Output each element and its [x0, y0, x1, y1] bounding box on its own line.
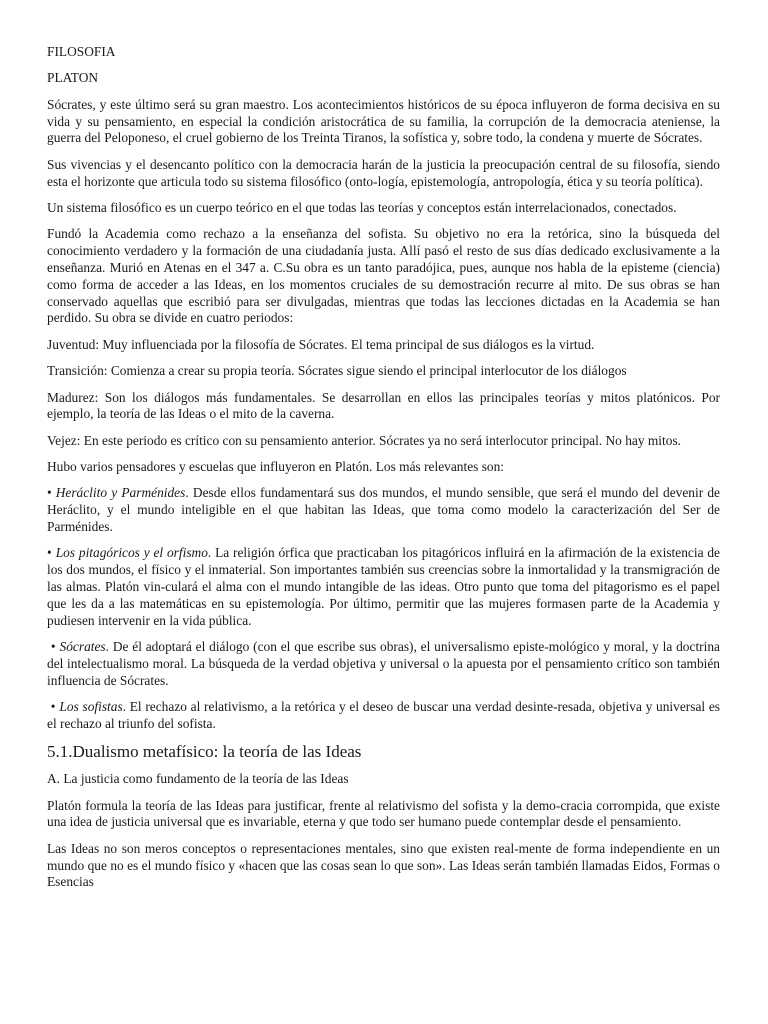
influence-name: Sócrates [59, 639, 106, 655]
influence-item-heraclitus-parmenides [47, 485, 720, 535]
influence-text: . La religión órfica que practicaban los pitagóricos influirá en la afirmación de la existencia de los dos mundos, el físico y el inmaterial. Son importantes también sus creencias sobre la inmortalidad y la transmigración de las almas. Platón vin-culará el alma con el mundo intangible de las ideas. Otro punto que toma del pitagorismo es el papel que les da a las matemáticas en su epistemología. Por último, permitir que las mujeres formasen parte de la Academia y pudiesen intervenir en la vida pública. [47, 545, 720, 628]
subsection-heading: A. La justicia como fundamento de la teoría de las Ideas [47, 771, 349, 787]
influence-name: Heráclito y Parménides [55, 485, 186, 501]
influence-text: . Desde ellos fundamentará sus dos mundos, el mundo sensible, que será el mundo del devenir de Heráclito, y el mundo inteligible en el que habitan las Ideas, que toma como modelo la caracterización del Ser de Parménides. [47, 485, 720, 535]
influence-text: . De él adoptará el diálogo (con el que escribe sus obras), el universalismo episte-mológico y moral, y la doctrina del intelectualismo moral. La búsqueda de la verdad objetiva y universal o la apuesta por el pensamiento crítico son también influencia de Sócrates. [47, 639, 720, 688]
paragraph: Sócrates, y este último será su gran maestro. Los acontecimientos históricos de su época influyeron de forma decisiva en su vida y su pensamiento, en especial la condición aristocrática de su familia, la corrupción de la democracia ateniense, la guerra del Peloponeso, el cruel gobierno de los Treinta Tiranos, la sofística y, sobre todo, la condena y muerte de Sócrates. [47, 96, 720, 146]
influence-name: Los pitagóricos y el orfismo [55, 545, 208, 561]
paragraph-period-transition: Transición: Comienza a crear su propia teoría. Sócrates sigue siendo el principal interlocutor de los diálogos [47, 363, 627, 379]
influence-item-socrates [47, 639, 720, 689]
document-page [47, 44, 720, 901]
document-title: FILOSOFIA [47, 44, 116, 59]
bullet: • [47, 485, 52, 501]
paragraph: Sus vivencias y el desencanto político con la democracia harán de la justicia la preocupación central de su filosofía, siendo esta el horizonte que articula todo su sistema filosófico (onto-logía, epistemología, antropología, ética y su teoría política). [47, 156, 720, 189]
paragraph: Fundó la Academia como rechazo a la enseñanza del sofista. Su objetivo no era la retórica, sino la búsqueda del conocimiento verdadero y la formación de una ciudadanía justa. Allí pasó el resto de sus días dedicado exclusivamente a la enseñanza. Murió en Atenas en el 347 a. C.Su obra es un tanto paradójica, pues, aunque nos habla de la episteme (ciencia) como forma de acceder a las Ideas, en los momentos cruciales de su demostración recurre al mito. De sus obras se han conservado aquellas que escribió para ser divulgadas, mientras que todas las lecciones dictadas en la Academia se han perdido. Su obra se divide en cuatro periodos: [47, 226, 720, 326]
influence-text: . El rechazo al relativismo, a la retórica y el deseo de buscar una verdad desinte-resada, objetiva y universal es el rechazo al triunfo del sofista. [47, 699, 720, 731]
paragraph: Un sistema filosófico es un cuerpo teórico en el que todas las teorías y conceptos están interrelacionados, conectados. [47, 199, 677, 215]
influence-name: Los sofistas [59, 699, 123, 715]
paragraph-period-youth: Juventud: Muy influenciada por la filosofía de Sócrates. El tema principal de sus diálogos es la virtud. [47, 336, 595, 352]
paragraph: Hubo varios pensadores y escuelas que influyeron en Platón. Los más relevantes son: [47, 459, 505, 475]
paragraph-period-old-age: Vejez: En este periodo es crítico con su pensamiento anterior. Sócrates ya no será interlocutor principal. No hay mitos. [47, 432, 682, 448]
section-heading: 5.1.Dualismo metafísico: la teoría de las Ideas [47, 742, 362, 762]
paragraph-period-maturity: Madurez: Son los diálogos más fundamentales. Se desarrollan en ellos las principales teorías y mitos platónicos. Por ejemplo, la teoría de las Ideas o el mito de la caverna. [47, 389, 720, 422]
influence-item-sophists [47, 699, 720, 733]
bullet: • [50, 639, 56, 655]
influence-item-pythagoreans [47, 545, 720, 629]
bullet: • [50, 699, 56, 715]
paragraph: Las Ideas no son meros conceptos o representaciones mentales, sino que existen real-mente de forma independiente en un mundo que no es el mundo físico y «hacen que las cosas sean lo que son». Las Ideas serán también llamadas Eidos, Formas o Esencias [47, 840, 720, 890]
paragraph: Platón formula la teoría de las Ideas para justificar, frente al relativismo del sofista y la demo-cracia corrompida, que existe una idea de justicia universal que es invariable, eterna y que todo ser humano puede contemplar desde el pensamiento. [47, 797, 720, 830]
document-subtitle: PLATON [47, 70, 99, 86]
bullet: • [47, 545, 52, 561]
